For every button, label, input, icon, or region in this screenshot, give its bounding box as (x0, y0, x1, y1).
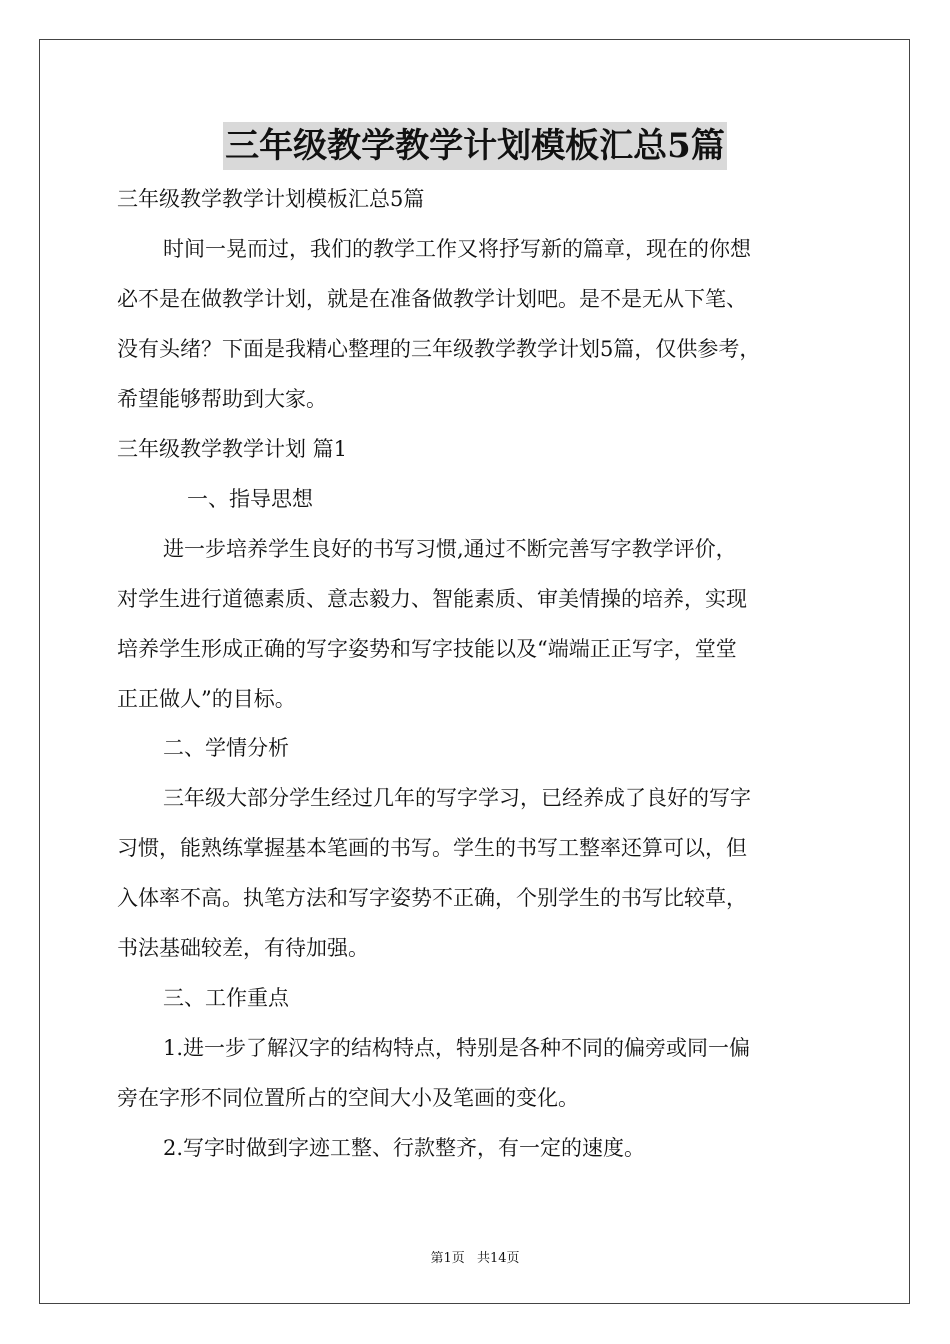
para1-line-4: 正正做人”的目标。 (117, 687, 296, 711)
item2-line-1: 2.写字时做到字迹工整、行款整齐，有一定的速度。 (163, 1136, 646, 1160)
para1-line-1: 进一步培养学生良好的书写习惯,通过不断完善写字教学评价， (163, 537, 737, 561)
intro-line-2: 必不是在做教学计划，就是在准备做教学计划吧。是不是无从下笔、 (117, 287, 747, 311)
document-title: 三年级教学教学计划模板汇总5篇 (223, 122, 727, 170)
para1-line-3: 培养学生形成正确的写字姿势和写字技能以及“端端正正写字，堂堂 (117, 637, 737, 661)
para2-line-1: 三年级大部分学生经过几年的写字学习，已经养成了良好的写字 (163, 786, 751, 810)
page-footer (0, 1247, 950, 1266)
item1-line-2: 旁在字形不同位置所占的空间大小及笔画的变化。 (117, 1086, 579, 1110)
page-number: 第1页 (430, 1251, 465, 1266)
heading-focus: 三、工作重点 (163, 986, 289, 1010)
section-heading: 三年级教学教学计划 篇1 (117, 437, 348, 461)
para2-line-4: 书法基础较差，有待加强。 (117, 936, 369, 960)
page-border (39, 39, 910, 1304)
item1-line-1: 1.进一步了解汉字的结构特点，特别是各种不同的偏旁或同一偏 (163, 1036, 751, 1060)
heading-guiding-thought: 一、指导思想 (187, 487, 313, 511)
intro-line-1: 时间一晃而过，我们的教学工作又将抒写新的篇章，现在的你想 (163, 237, 751, 261)
subtitle-line: 三年级教学教学计划模板汇总5篇 (117, 187, 425, 211)
title-container (0, 122, 950, 170)
page-total: 共14页 (476, 1251, 520, 1266)
para2-line-3: 入体率不高。执笔方法和写字姿势不正确，个别学生的书写比较草， (117, 886, 747, 910)
heading-situation: 二、学情分析 (163, 736, 289, 760)
para1-line-2: 对学生进行道德素质、意志毅力、智能素质、审美情操的培养，实现 (117, 587, 747, 611)
para2-line-2: 习惯，能熟练掌握基本笔画的书写。学生的书写工整率还算可以，但 (117, 836, 747, 860)
intro-line-4: 希望能够帮助到大家。 (117, 387, 327, 411)
intro-line-3: 没有头绪？下面是我精心整理的三年级教学教学计划5篇，仅供参考， (117, 337, 761, 361)
